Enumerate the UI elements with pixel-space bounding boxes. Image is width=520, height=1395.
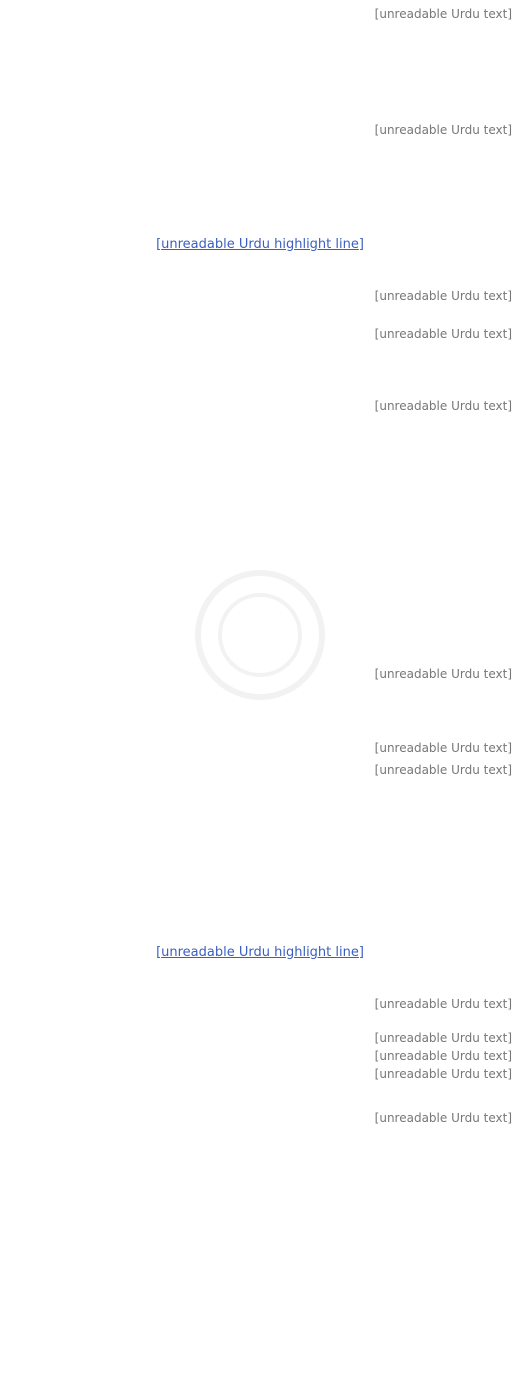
paragraph: [unreadable Urdu text] <box>374 399 512 413</box>
dialogue-line: [unreadable Urdu text] <box>374 997 512 1011</box>
dialogue-line: [unreadable Urdu text] <box>374 1067 512 1081</box>
highlight-line: [unreadable Urdu highlight line] <box>156 945 364 960</box>
highlight-line: [unreadable Urdu highlight line] <box>156 237 364 252</box>
dialogue-line: [unreadable Urdu text] <box>374 1049 512 1063</box>
paragraph: [unreadable Urdu text] <box>374 123 512 137</box>
paragraph: [unreadable Urdu text] <box>374 327 512 341</box>
paragraph: [unreadable Urdu text] <box>374 289 512 303</box>
paragraph: [unreadable Urdu text] <box>374 763 512 777</box>
paragraph: [unreadable Urdu text] <box>374 741 512 755</box>
paragraph: [unreadable Urdu text] <box>374 7 512 21</box>
dialogue-line: [unreadable Urdu text] <box>374 1031 512 1045</box>
dialogue-line: [unreadable Urdu text] <box>374 1111 512 1125</box>
paragraph: [unreadable Urdu text] <box>374 667 512 681</box>
